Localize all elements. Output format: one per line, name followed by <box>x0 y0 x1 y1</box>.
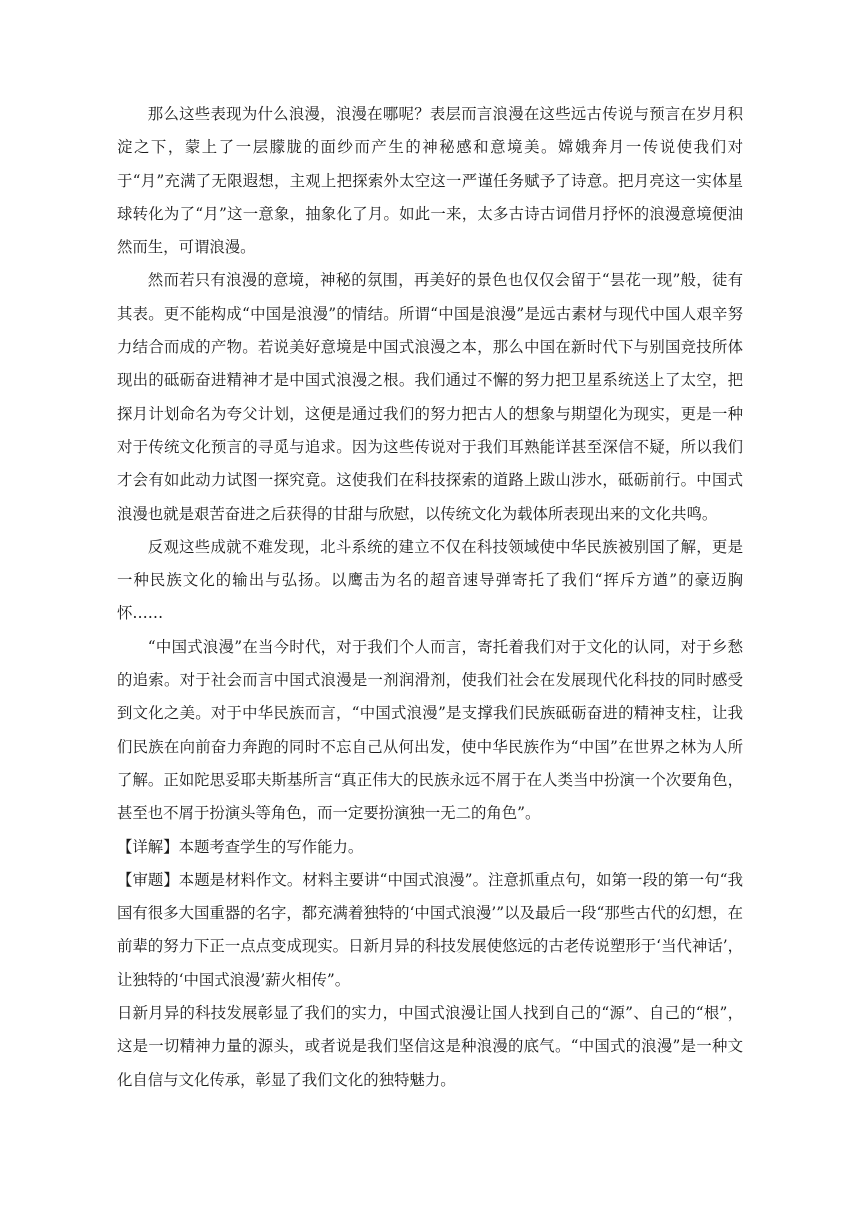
paragraph-text: 本题是材料作文。材料主要讲“中国式浪漫”。注意抓重点句，如第一段的第一句“我国有很多大国重器的名字，都充满着独特的‘中国式浪漫’”以及最后一段“那些古代的幻想，在前辈的努力下正一点点变成现实。日新月异的科技发展使悠远的古老传说塑形于‘当代神话’，让独特的‘中国式浪漫’薪火相传”。 <box>117 870 743 989</box>
paragraph-text: 日新月异的科技发展彰显了我们的实力，中国式浪漫让国人找到自己的“源”、自己的“根”，这是一切精神力量的源头，或者说是我们坚信这是种浪漫的底气。“中国式的浪漫”是一种文化自信与文化传承，彰显了我们文化的独特魅力。 <box>117 1004 743 1089</box>
paragraph-conclusion <box>117 997 743 1097</box>
paragraph-text: 本题考查学生的写作能力。 <box>178 837 364 856</box>
paragraph-detail <box>117 831 743 864</box>
section-label-review: 【审题】 <box>117 870 179 889</box>
paragraph-4 <box>117 631 743 831</box>
paragraph-text: 那么这些表现为什么浪漫，浪漫在哪呢？表层而言浪漫在这些远古传说与预言在岁月积淀之下，蒙上了一层朦胧的面纱而产生的神秘感和意境美。嫦娥奔月一传说使我们对于“月”充满了无限遐想，主观上把探索外太空这一严谨任务赋予了诗意。把月亮这一实体星球转化为了“月”这一意象，抽象化了月。如此一来，太多古诗古词借月抒怀的浪漫意境便油然而生，可谓浪漫。 <box>117 105 743 257</box>
paragraph-text: 反观这些成就不难发现，北斗系统的建立不仅在科技领域使中华民族被别国了解，更是一种民族文化的输出与弘扬。以鹰击为名的超音速导弹寄托了我们“挥斥方遒”的豪迈胸怀…… <box>117 537 743 623</box>
paragraph-text: 然而若只有浪漫的意境，神秘的氛围，再美好的景色也仅仅会留于“昙花一现”般，徒有其表。更不能构成“中国是浪漫”的情结。所谓“中国是浪漫”是远古素材与现代中国人艰辛努力结合而成的产物。若说美好意境是中国式浪漫之本，那么中国在新时代下与别国竞技所体现出的砥砺奋进精神才是中国式浪漫之根。我们通过不懈的努力把卫星系统送上了太空，把探月计划命名为夸父计划，这便是通过我们的努力把古人的想象与期望化为现实，更是一种对于传统文化预言的寻觅与追求。因为这些传说对于我们耳熟能详甚至深信不疑，所以我们才会有如此动力试图一探究竟。这使我们在科技探索的道路上跋山涉水，砥砺前行。中国式浪漫也就是艰苦奋进之后获得的甘甜与欣慰，以传统文化为载体所表现出来的文化共鸣。 <box>117 271 743 523</box>
paragraph-review <box>117 864 743 997</box>
section-label-detail: 【详解】 <box>117 837 179 856</box>
paragraph-2 <box>117 264 743 530</box>
document-page <box>117 98 743 1097</box>
paragraph-3 <box>117 531 743 631</box>
paragraph-1 <box>117 98 743 264</box>
paragraph-text: “中国式浪漫”在当今时代，对于我们个人而言，寄托着我们对于文化的认同，对于乡愁的追索。对于社会而言中国式浪漫是一剂润滑剂，使我们社会在发展现代化科技的同时感受到文化之美。对于中华民族而言，“中国式浪漫”是支撑我们民族砥砺奋进的精神支柱，让我们民族在向前奋力奔跑的同时不忘自己从何出发，使中华民族作为“中国”在世界之林为人所了解。正如陀思妥耶夫斯基所言“真正伟大的民族永远不屑于在人类当中扮演一个次要角色，甚至也不屑于扮演头等角色，而一定要扮演独一无二的角色”。 <box>117 637 743 823</box>
